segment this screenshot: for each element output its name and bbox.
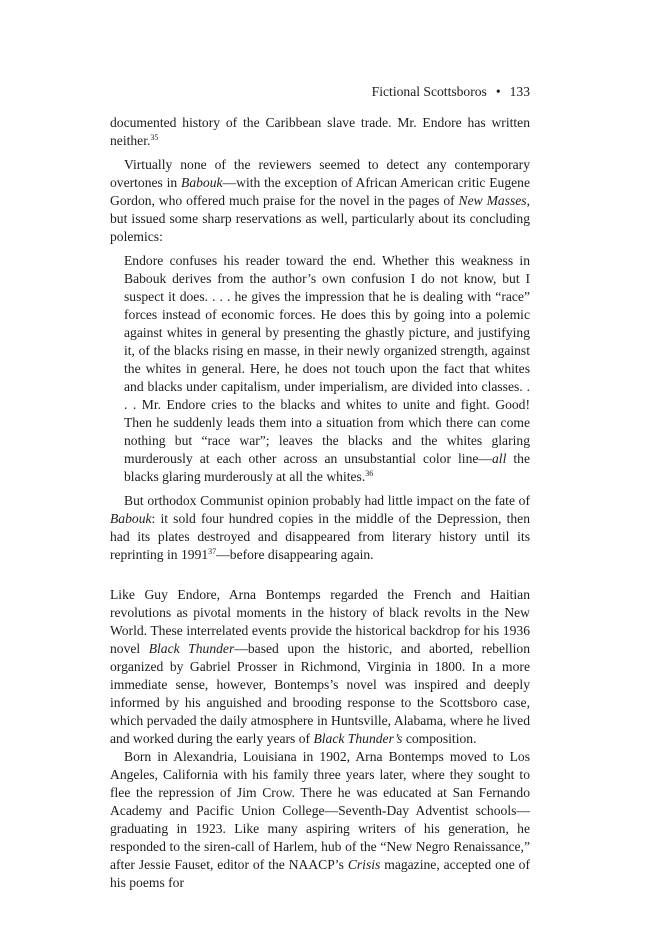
paragraph-4 (110, 586, 530, 748)
paragraph-4-text-c: —based upon the historic, and aborted, rebellion organized by Gabriel Prosser in Richmond, Virginia in 1800. In a more immediate sense, however, Bontemps’s novel was inspired and deeply informed by his anguished and brooding response to the Scottsboro case, which pervaded the daily atmosphere in Huntsville, Alabama, where he lived and worked during the early years of (110, 641, 530, 746)
page-number: 133 (509, 84, 530, 99)
paragraph-4-text-a: Like Guy Endore, Arna Bontemps regarded the French and Haitian revolutions as pivotal moments in the history of black revolts in the New World. These interrelated events provide the historical backdrop for his 1936 novel (110, 587, 530, 656)
paragraph-2-italic-babouk: Babouk (181, 175, 223, 190)
paragraph-4-italic-black-thunders: Black Thunder’s (313, 731, 403, 746)
body-text (110, 114, 530, 892)
section-break (110, 564, 530, 586)
paragraph-2-text-c: —with the exception of African American critic Eugene Gordon, who offered much praise for the novel in the pages of (110, 175, 530, 208)
footnote-ref-35: 35 (150, 133, 159, 143)
paragraph-3-text-c: : it sold four hundred copies in the middle of the Depression, then had its plates destroyed and disappeared from literary history until its reprinting in 1991 (110, 511, 530, 562)
footnote-ref-37: 37 (208, 547, 217, 557)
paragraph-3-text-d: —before disappearing again. (216, 547, 374, 562)
paragraph-3-text-a: But orthodox Communist opinion probably had little impact on the fate of (124, 493, 530, 508)
block-quote-italic-all: all (492, 451, 507, 466)
paragraph-5-italic-crisis: Crisis (347, 857, 381, 872)
block-quote (124, 252, 530, 486)
paragraph-1-text: documented history of the Caribbean slave trade. Mr. Endore has written neither. (110, 115, 530, 148)
paragraph-5-text-c: magazine, accepted one of his poems for (110, 857, 531, 890)
running-head (110, 83, 530, 101)
paragraph-2-text-e: , but issued some sharp reservations as well, particularly about its concluding polemics: (110, 193, 530, 244)
paragraph-1 (110, 114, 530, 150)
block-quote-text-a: Endore confuses his reader toward the end. Whether this weakness in Babouk derives from the author’s own confusion I do not know, but I suspect it does. . . . he gives the impression that he is dealing with “race” forces instead of economic forces. He does this by going into a polemic against whites in general by presenting the ghastly picture, and justifying it, of the blacks rising en masse, in their newly organized strength, against the whites in general. Here, he does not touch upon the fact that whites and blacks under capitalism, under imperialism, are divided into classes. . . . Mr. Endore cries to the blacks and whites to unite and fight. Good! Then he suddenly leads them into a situation from which there can come nothing but “race war”; leaves the blacks and the whites glaring murderously at each other across an unsubstantial color line— (124, 253, 530, 466)
paragraph-5 (110, 748, 530, 892)
paragraph-2-text-a: Virtually none of the reviewers seemed to detect any contemporary overtones in (110, 157, 530, 190)
paragraph-2-italic-new-masses: New Masses (458, 193, 527, 208)
paragraph-2 (110, 156, 530, 246)
paragraph-3-italic-babouk: Babouk (110, 511, 152, 526)
bullet-separator: • (495, 84, 501, 99)
paragraph-4-text-e: composition. (402, 731, 477, 746)
paragraph-4-italic-black-thunder: Black Thunder (148, 641, 235, 656)
block-quote-text-c: the blacks glaring murderously at all the whites. (124, 451, 530, 484)
paragraph-3 (110, 492, 530, 564)
paragraph-5-text-a: Born in Alexandria, Louisiana in 1902, Arna Bontemps moved to Los Angeles, California with his family three years later, where they sought to flee the repression of Jim Crow. There he was educated at San Fernando Academy and Pacific Union College—Seventh-Day Adventist schools—graduating in 1923. Like many aspiring writers of his generation, he responded to the siren-call of Harlem, hub of the “New Negro Renaissance,” after Jessie Fauset, editor of the NAACP’s (110, 749, 530, 872)
footnote-ref-36: 36 (365, 469, 374, 479)
running-head-title: Fictional Scottsboros (371, 84, 487, 99)
